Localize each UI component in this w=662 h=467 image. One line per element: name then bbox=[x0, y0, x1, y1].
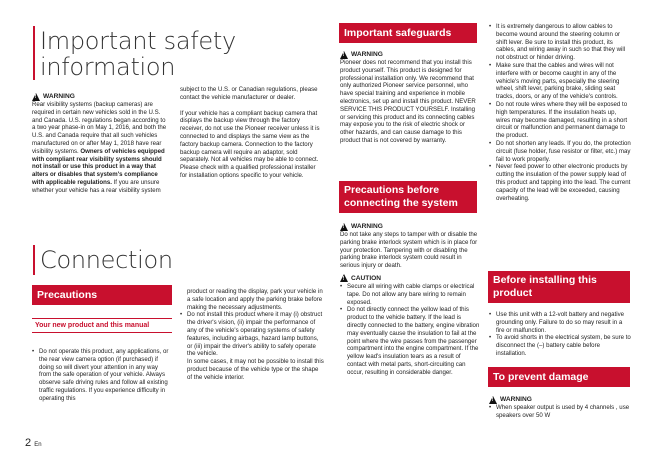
connection-tail: In some cases, it may not be possible to install this product because of the vehicle type or the shape of the vehicle interior. bbox=[187, 358, 324, 381]
before-installing-body bbox=[489, 311, 631, 358]
connection-col2 bbox=[180, 288, 325, 382]
header-line-2: product bbox=[493, 287, 533, 299]
warning-heading bbox=[32, 92, 168, 101]
page-number: 2 bbox=[25, 437, 32, 449]
list-item: • Do not operate this product, any applications, or the rear view camera option (if purchased) if doing so will divert your attention in any way from the safe operation of your vehicle. Always observe safe driving rules and follow all existing traffic regulations. If you experience difficulty in operating this bbox=[32, 348, 170, 403]
list-item: • Secure all wiring with cable clamps or electrical tape. Do not allow any bare wiring to remain exposed. bbox=[340, 283, 480, 306]
precautions-header: Precautions bbox=[32, 285, 172, 305]
prevent-damage-body bbox=[489, 395, 631, 420]
connection-col1 bbox=[32, 348, 170, 403]
section-accent-bar bbox=[33, 26, 35, 80]
page-title-connection: Connection bbox=[40, 246, 173, 274]
warning-text: Do not take any steps to tamper with or disable the parking brake interlock system which is in place for your protection. Tampering with or disabling the parking brake interlock system could result in serious injury or death. bbox=[340, 231, 478, 270]
warning-icon bbox=[340, 51, 348, 59]
list-item: • Do not shorten any leads. If you do, the protection circuit (fuse holder, fuse resistor or filter, etc.) may fail to work properly. bbox=[489, 140, 631, 163]
connection-cont: product or reading the display, park your vehicle in a safe location and apply the parking brake before making the necessary adjustments. bbox=[187, 288, 323, 311]
list-item: • Make sure that the cables and wires will not interfere with or become caught in any of the vehicle's moving parts, especially the steering wheel, shift lever, parking brake, sliding seat tracks, doors, or any of the vehicle's controls. bbox=[489, 62, 631, 101]
page-title-safety bbox=[40, 28, 236, 80]
warning-label: WARNING bbox=[351, 223, 383, 230]
warning-heading bbox=[340, 50, 478, 59]
caution-heading bbox=[340, 274, 480, 283]
safety-col2 bbox=[180, 86, 322, 180]
warning-icon bbox=[489, 396, 497, 404]
list-item: • Do not route wires where they will be exposed to high temperatures. If the insulation heats up, wires may become damaged, resulting in a short circuit or malfunction and permanent damage to the product. bbox=[489, 101, 631, 140]
list-item: • Do not directly connect the yellow lead of this product to the vehicle battery. If the lead is directly connected to the battery, engine vibration may eventually cause the insulation to fail at the point where the wire passes from the passenger compartment into the engine compartment. If the yellow lead's insulation tears as a result of contact with metal parts, short-circuiting can occur, resulting in considerable danger. bbox=[340, 306, 480, 376]
header-line-1: Precautions before bbox=[344, 184, 440, 196]
warning-icon bbox=[340, 223, 348, 231]
warning-heading bbox=[489, 395, 631, 404]
safety-text-normal: Rear visibility systems (backup cameras) are required in certain new vehicles sold in the U.S. and Canada. U.S. regulations began according to a two year phase-in on May 1, 2016, and both the U.S. and Canada require that all such vehicles manufactured on or after May 1, 2018 have rear visibility systems. bbox=[32, 101, 167, 155]
safety-paragraph bbox=[32, 101, 168, 195]
header-line-1: Before installing this bbox=[493, 274, 597, 286]
page-language: En bbox=[34, 442, 42, 448]
safeguards-body bbox=[340, 50, 478, 145]
safeguards-header: Important safeguards bbox=[339, 23, 477, 43]
list-item: • Do not install this product where it may (i) obstruct the driver's vision, (ii) impair the performance of any of the vehicle's operating systems of safety features, including airbags, hazard lamp buttons, or (iii) impair the driver's ability to safely operate the vehicle. bbox=[180, 311, 325, 358]
safety-text-bold: Owners of vehicles equipped with compliant rear visibility systems should not install or use this product in a way that alters or disables that system's compliance with applicable regulations. bbox=[32, 147, 165, 186]
safety-col2-p1: subject to the U.S. or Canadian regulations, please contact the vehicle manufacturer or dealer. bbox=[180, 86, 318, 101]
list-item: • Never feed power to other electronic products by cutting the insulation of the power supply lead of this product and tapping into the lead. The current capacity of the lead will be exceeded, causing overheating. bbox=[489, 163, 631, 202]
warning-icon bbox=[32, 93, 40, 101]
title-line-2: information bbox=[40, 53, 176, 81]
page-footer bbox=[25, 437, 42, 451]
prevent-damage-header: To prevent damage bbox=[488, 367, 630, 387]
right-col-bullets bbox=[489, 23, 631, 202]
warning-label: WARNING bbox=[351, 51, 383, 58]
list-item: • To avoid shorts in the electrical system, be sure to disconnect the (–) battery cable before installation. bbox=[489, 334, 631, 357]
warning-heading bbox=[340, 222, 480, 231]
precautions-connect-header bbox=[339, 181, 477, 213]
caution-label: CAUTION bbox=[351, 274, 382, 282]
safety-col1 bbox=[32, 92, 168, 195]
list-item: • Use this unit with a 12-volt battery and negative grounding only. Failure to do so may result in a fire or malfunction. bbox=[489, 311, 631, 334]
precautions-connect-body bbox=[340, 222, 480, 377]
title-line-1: Important safety bbox=[40, 27, 236, 55]
new-product-subheader: Your new product and this manual bbox=[32, 318, 172, 333]
warning-label: WARNING bbox=[43, 93, 75, 100]
header-line-2: connecting the system bbox=[344, 197, 458, 209]
warning-label: WARNING bbox=[500, 396, 532, 403]
safeguards-text: Pioneer does not recommend that you install this product yourself. This product is designed for professional installation only. We recommend that only authorized Pioneer service personnel, who have special training and experience in mobile electronics, set up and install this product. NEVER SERVICE THIS PRODUCT YOURSELF. Installing or servicing this product and its connecting cables may expose you to the risk of electric shock or other hazards, and can cause damage to this product that is not covered by warranty. bbox=[340, 59, 476, 144]
list-item: • When speaker output is used by 4 channels , use speakers over 50 W bbox=[489, 404, 631, 420]
before-installing-header bbox=[488, 271, 630, 303]
safety-text-tail: If you are unsure whether your vehicle has a rear visibility system bbox=[32, 178, 161, 194]
list-item: • It is extremely dangerous to allow cables to become wound around the steering column or shift lever. Be sure to install this product, its cables, and wiring away in such so that they will not obstruct or hinder driving. bbox=[489, 23, 631, 62]
caution-icon bbox=[340, 274, 348, 282]
safety-col2-p2: If your vehicle has a compliant backup camera that displays the backup view through the factory receiver, do not use the Pioneer receiver unless it is connected to and displays the same view as the factory backup camera. Connection to the factory backup camera will require an adaptor, sold separately. Not all vehicles may be able to connect. Please check with a qualified professional installer for installation options specific to your vehicle. bbox=[180, 109, 320, 179]
section-accent-bar bbox=[33, 245, 35, 275]
